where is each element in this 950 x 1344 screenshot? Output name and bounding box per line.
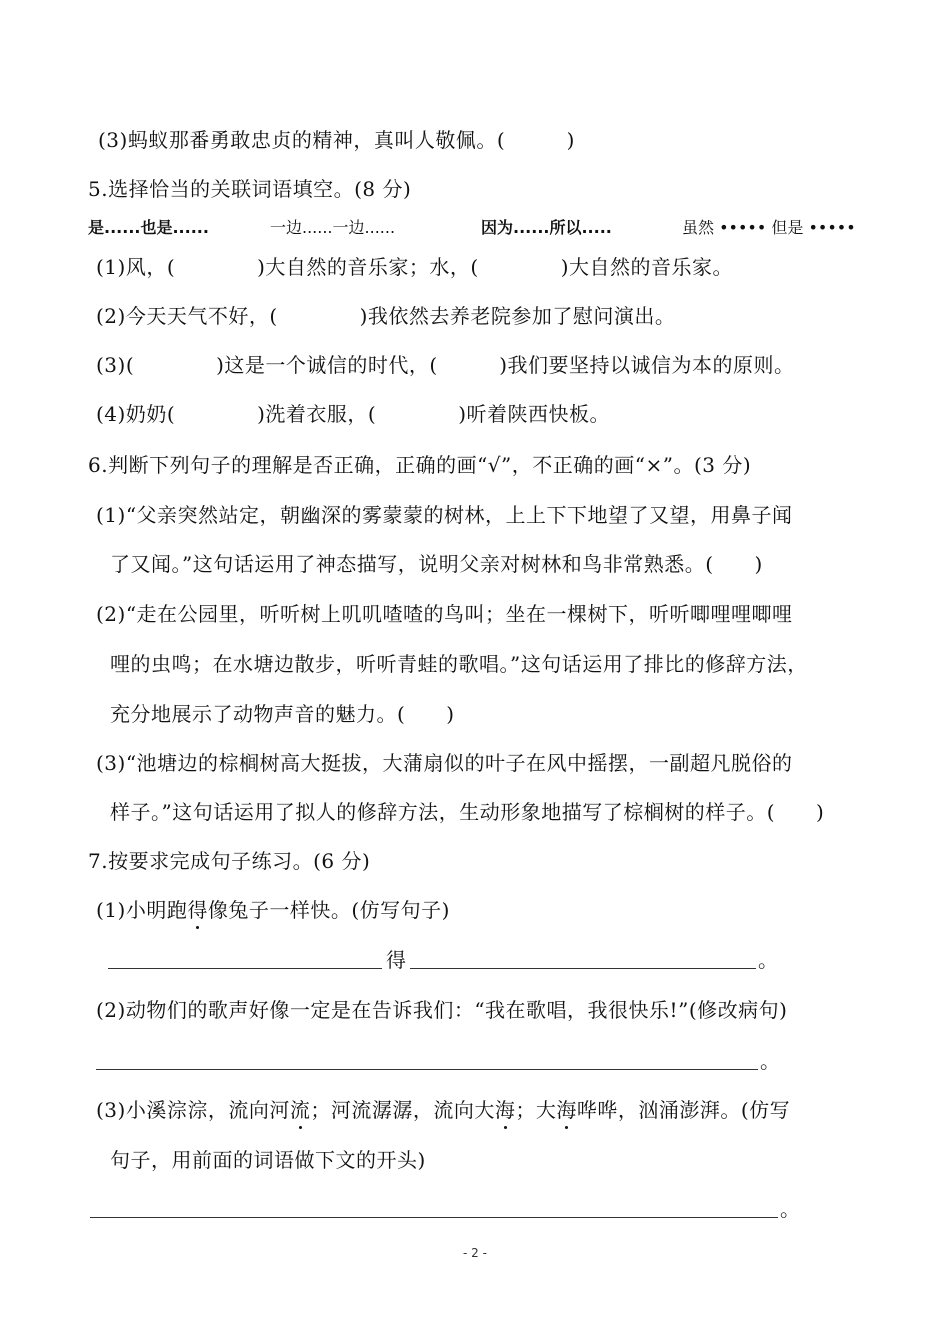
emphasis-char: 海 [494,1098,516,1122]
question-7-item-1-prefix: (1)小明跑 [96,898,188,922]
conjunction-option-1: 是......也是...... [88,218,209,237]
answer-2-period: 。 [760,1049,781,1073]
question-6-item-3-line-1: (3)“池塘边的棕榈树高大挺拔，大蒲扇似的叶子在风中摇摆，一副超凡脱俗的 [96,751,793,775]
item-3-text-g: 哗哗，汹涌澎湃。(仿写 [576,1098,791,1122]
question-7-title: 7.按要求完成句子练习。(6 分) [88,849,371,873]
question-7-item-1-suffix: 像兔子一样快。(仿写句子) [207,898,450,922]
item-3-text-c: ；河流潺潺，流向大 [310,1098,495,1122]
question-7-item-1 [96,896,450,924]
question-6-item-3-line-2: 样子。”这句话运用了拟人的修辞方法，生动形象地描写了棕榈树的样子。( ) [110,800,825,824]
question-5-item-3: (3)( )这是一个诚信的时代，( )我们要坚持以诚信为本的原则。 [96,353,795,377]
conjunction-option-4: 虽然 ••••• 但是 ••••• [682,218,856,237]
answer-blank-2[interactable] [96,1069,758,1070]
question-7-item-3-line-2: 句子，用前面的词语做下文的开头) [110,1148,426,1172]
answer-1-connector: 得 [386,948,407,972]
answer-blank-3[interactable] [90,1217,778,1218]
emphasis-char: 海 [556,1098,577,1122]
conjunction-option-3: 因为......所以..... [481,218,612,237]
question-6-item-1-line-2: 了又闻。”这句话运用了神态描写，说明父亲对树林和鸟非常熟悉。( ) [110,552,763,576]
item-3-text-e: ；大 [515,1098,557,1122]
answer-1-period: 。 [758,948,779,972]
question-5-title: 5.选择恰当的关联词语填空。(8 分) [88,177,412,201]
answer-3-period: 。 [780,1197,801,1221]
question-6-item-2-line-1: (2)“走在公园里，听听树上叽叽喳喳的鸟叫；坐在一棵树下，听听唧哩哩唧哩 [96,602,793,626]
emphasis-char: 流 [289,1098,311,1122]
question-5-item-1: (1)风，( )大自然的音乐家；水，( )大自然的音乐家。 [96,255,734,279]
question-5-item-4: (4)奶奶( )洗着衣服，( )听着陕西快板。 [96,402,611,426]
emphasis-char: 得 [187,898,208,922]
question-7-item-2: (2)动物们的歌声好像一定是在告诉我们：“我在歌唱，我很快乐!”(修改病句) [96,998,788,1022]
question-6-item-2-line-2: 哩的虫鸣；在水塘边散步，听听青蛙的歌唱。”这句话运用了排比的修辞方法， [110,652,808,676]
answer-blank-1b[interactable] [410,968,756,969]
question-6-item-1-line-1: (1)“父亲突然站定，朝幽深的雾蒙蒙的树林，上上下下地望了又望，用鼻子闻 [96,503,793,527]
page-number: - 2 - [463,1246,487,1260]
question-4-item-3: (3)蚂蚁那番勇敢忠贞的精神，真叫人敬佩。( ) [98,128,575,152]
question-6-item-2-line-3: 充分地展示了动物声音的魅力。( ) [110,702,455,726]
question-6-title: 6.判断下列句子的理解是否正确，正确的画“√”，不正确的画“×”。(3 分) [88,453,752,477]
question-5-item-2: (2)今天天气不好，( )我依然去养老院参加了慰问演出。 [96,304,676,328]
conjunction-option-2: 一边......一边...... [270,218,396,237]
answer-blank-1a[interactable] [108,968,382,969]
item-3-text-a: (3)小溪淙淙，流向河 [96,1098,290,1122]
question-7-item-3-line-1 [96,1096,790,1124]
